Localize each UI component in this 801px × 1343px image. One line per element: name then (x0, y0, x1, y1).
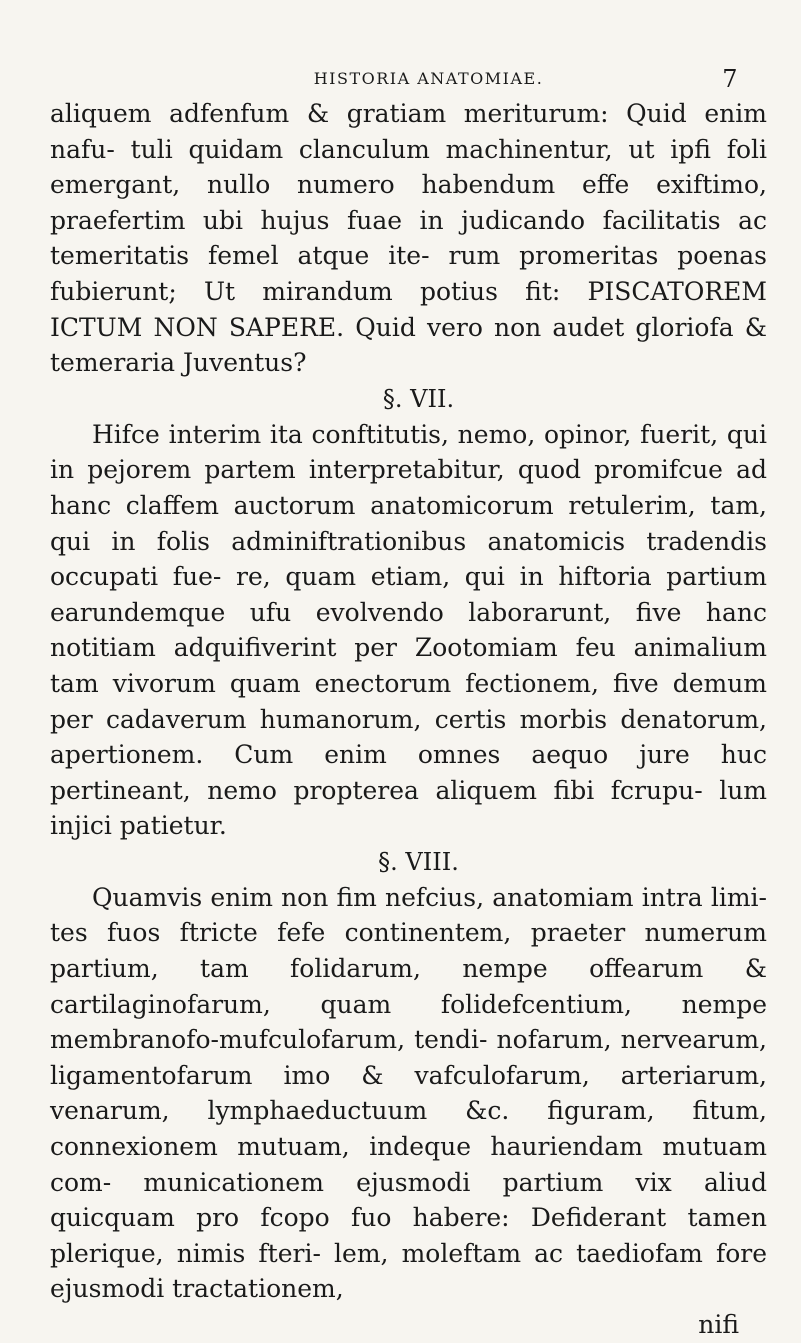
running-head-title: HISTORIA ANATOMIAE. (313, 69, 544, 88)
body-text (50, 96, 767, 1343)
catchword: nifi (698, 1310, 739, 1339)
section-heading-7: §. VII. (382, 384, 455, 413)
paragraph-2: Hifce interim ita conftitutis, nemo, opinor, fuerit, qui in pejorem partem interpretabitur, quod promifcue ad hanc claffem auctorum anatomicorum retulerim, tam, qui in folis adminiftrationibus anatomicis tradendis occupati fue- re, quam etiam, qui in hiftoria partium earundemque ufu evolvendo laborarunt, five hanc notitiam adquifiverint per Zootomiam feu animalium tam vivorum quam enectorum fectionem, five demum per cadaverum humanorum, certis morbis denatorum, apertionem. Cum enim omnes aequo jure huc pertineant, nemo propterea aliquem fibi fcrupu- lum injici patietur. (50, 419, 767, 841)
paragraph-1: aliquem adfenfum & gratiam meriturum: Quid enim nafu- tuli quidam clanculum machinentur, ut ipfi foli emergant, nullo numero habendum effe exiftimo, praefertim ubi hujus fuae in judicando facilitatis ac temeritatis femel atque ite- rum promeritas poenas fubierunt; Ut mirandum potius fit: PISCATOREM ICTUM NON SAPERE. Quid vero non audet gloriofa & temeraria Juventus? (50, 99, 767, 378)
paragraph-3: Quamvis enim non fim nefcius, anatomiam intra limi- tes fuos ftricte fefe continentem, praeter numerum partium, tam folidarum, nempe offearum & cartilaginofarum, quam folidefcentium, nempe membranofo-mufculofarum, tendi- nofarum, nervearum, ligamentofarum imo & vafculofarum, arteriarum, venarum, lymphaeductuum &c. figuram, fitum, connexionem mutuam, indeque hauriendam mutuam com- municationem ejusmodi partium vix aliud quicquam pro fcopo fuo habere: Defiderant tamen plerique, nimis fteri- lem, moleftam ac taediofam fore ejusmodi tractationem, (50, 882, 767, 1304)
section-heading-8: §. VIII. (378, 847, 459, 876)
page-number: 7 (722, 65, 739, 93)
running-head (50, 62, 767, 96)
